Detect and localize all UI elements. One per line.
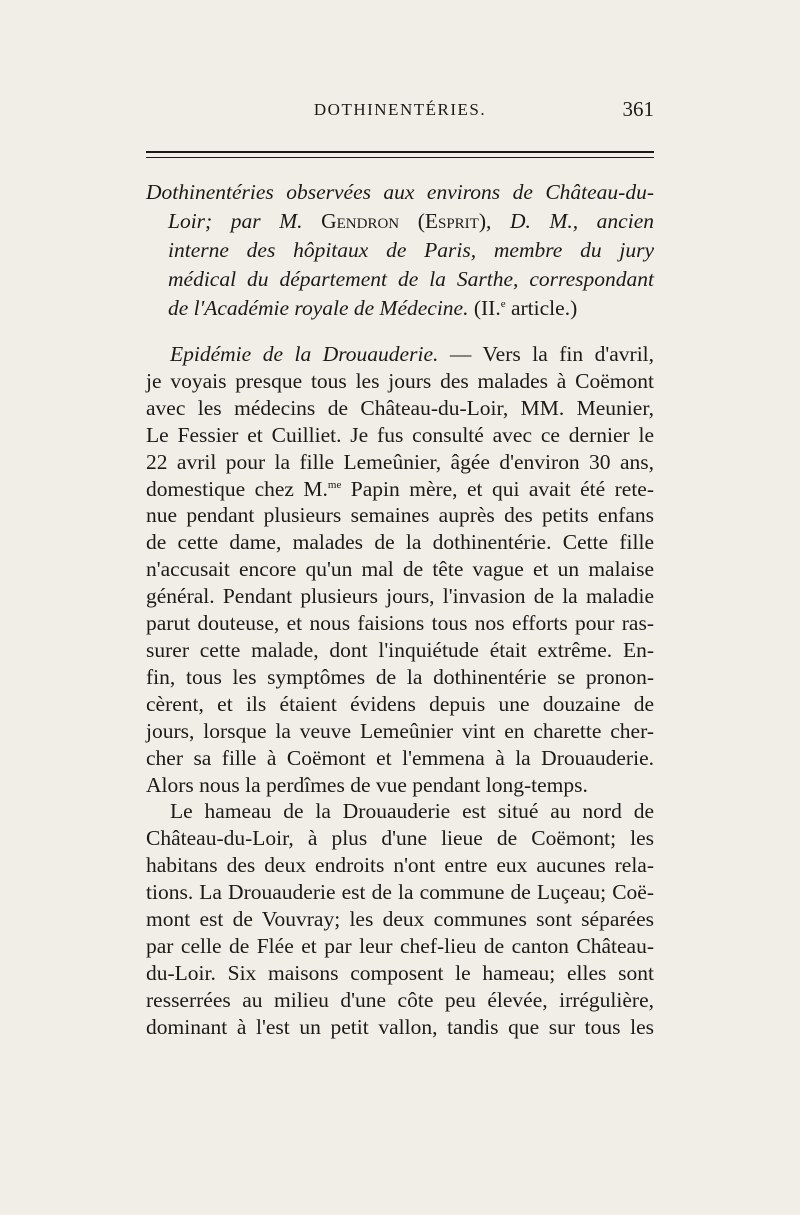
text-line: parut douteuse, et nous faisions tous nos efforts pour ras- bbox=[146, 611, 654, 636]
text-line: par celle de Flée et par leur chef-lieu de canton Château- bbox=[146, 933, 654, 958]
text-line: Le Fessier et Cuilliet. Je fus consulté avec ce dernier le bbox=[146, 422, 654, 447]
header-rule-thin bbox=[146, 157, 654, 158]
article-note: (II.$^e$ article.) bbox=[473, 296, 578, 320]
heading-line-3: interne des hôpitaux de Paris, membre du jury bbox=[168, 238, 654, 262]
author-title: D. M., ancien bbox=[509, 209, 654, 233]
author-name: Gendron bbox=[321, 209, 400, 233]
text-line: cher sa fille à Coëmont et l'emmena à la Drouauderie. bbox=[146, 745, 654, 770]
text-line: avec les médecins de Château-du-Loir, MM. Meunier, bbox=[146, 395, 654, 420]
heading-line-2: Loir; par M. Gendron (Esprit), D. M., ancien bbox=[168, 209, 654, 233]
text-line: Alors nous la perdîmes de vue pendant long-temps. bbox=[146, 772, 588, 797]
running-head bbox=[146, 97, 654, 124]
running-head-title: DOTHINENTÉRIES. bbox=[313, 100, 487, 119]
text-line: tions. La Drouauderie est de la commune de Luçeau; Coë- bbox=[146, 880, 654, 905]
heading-line-4: médical du département de la Sarthe, correspondant bbox=[168, 267, 654, 291]
text-line: fin, tous les symptômes de la dothinentérie se pronon- bbox=[146, 664, 654, 689]
text-line: surer cette malade, dont l'inquiétude était extrême. En- bbox=[146, 637, 654, 662]
text-line: Epidémie de la Drouauderie. — Vers la fin d'avril, bbox=[170, 342, 655, 366]
body-text bbox=[146, 341, 654, 1041]
text-line: du-Loir. Six maisons composent le hameau; elles sont bbox=[146, 960, 654, 985]
text-line: n'accusait encore qu'un mal de tête vague et un malaise bbox=[146, 557, 654, 582]
section-title: Epidémie de la Drouauderie. bbox=[170, 342, 439, 366]
text-line: 22 avril pour la fille Lemeûnier, âgée d'environ 30 ans, bbox=[146, 449, 654, 474]
heading-line-1: Dothinentéries observées aux environs de Château-du- bbox=[146, 180, 654, 204]
text-line: Le hameau de la Drouauderie est situé au nord de bbox=[170, 799, 654, 824]
article-heading bbox=[146, 178, 654, 323]
text-line: de cette dame, malades de la dothinentérie. Cette fille bbox=[146, 530, 654, 555]
text-line: dominant à l'est un petit vallon, tandis que sur tous les bbox=[146, 1014, 654, 1039]
text-line: Château-du-Loir, à plus d'une lieue de Coëmont; les bbox=[146, 826, 654, 851]
text-line: général. Pendant plusieurs jours, l'invasion de la maladie bbox=[146, 584, 654, 609]
header-rule-thick bbox=[146, 151, 654, 153]
page-number: 361 bbox=[622, 97, 654, 121]
text-line: je voyais presque tous les jours des malades à Coëmont bbox=[146, 368, 654, 393]
text-line: cèrent, et ils étaient évidens depuis une douzaine de bbox=[146, 691, 654, 716]
text-line: mont est de Vouvray; les deux communes sont séparées bbox=[146, 907, 654, 932]
text-line: habitans des deux endroits n'ont entre eux aucunes rela- bbox=[146, 853, 654, 878]
text-line: resserrées au milieu d'une côte peu élevée, irrégulière, bbox=[146, 987, 654, 1012]
author-given-name: (Esprit), bbox=[417, 209, 492, 233]
text-line: domestique chez M.$^{me}$ Papin mère, et qui avait été rete- bbox=[146, 476, 654, 501]
text-line: nue pendant plusieurs semaines auprès des petits enfans bbox=[146, 503, 654, 528]
heading-line-5: de l'Académie royale de Médecine. (II.$^e$ article.) bbox=[168, 296, 578, 320]
text-line: jours, lorsque la veuve Lemeûnier vint en charette cher- bbox=[146, 718, 654, 743]
